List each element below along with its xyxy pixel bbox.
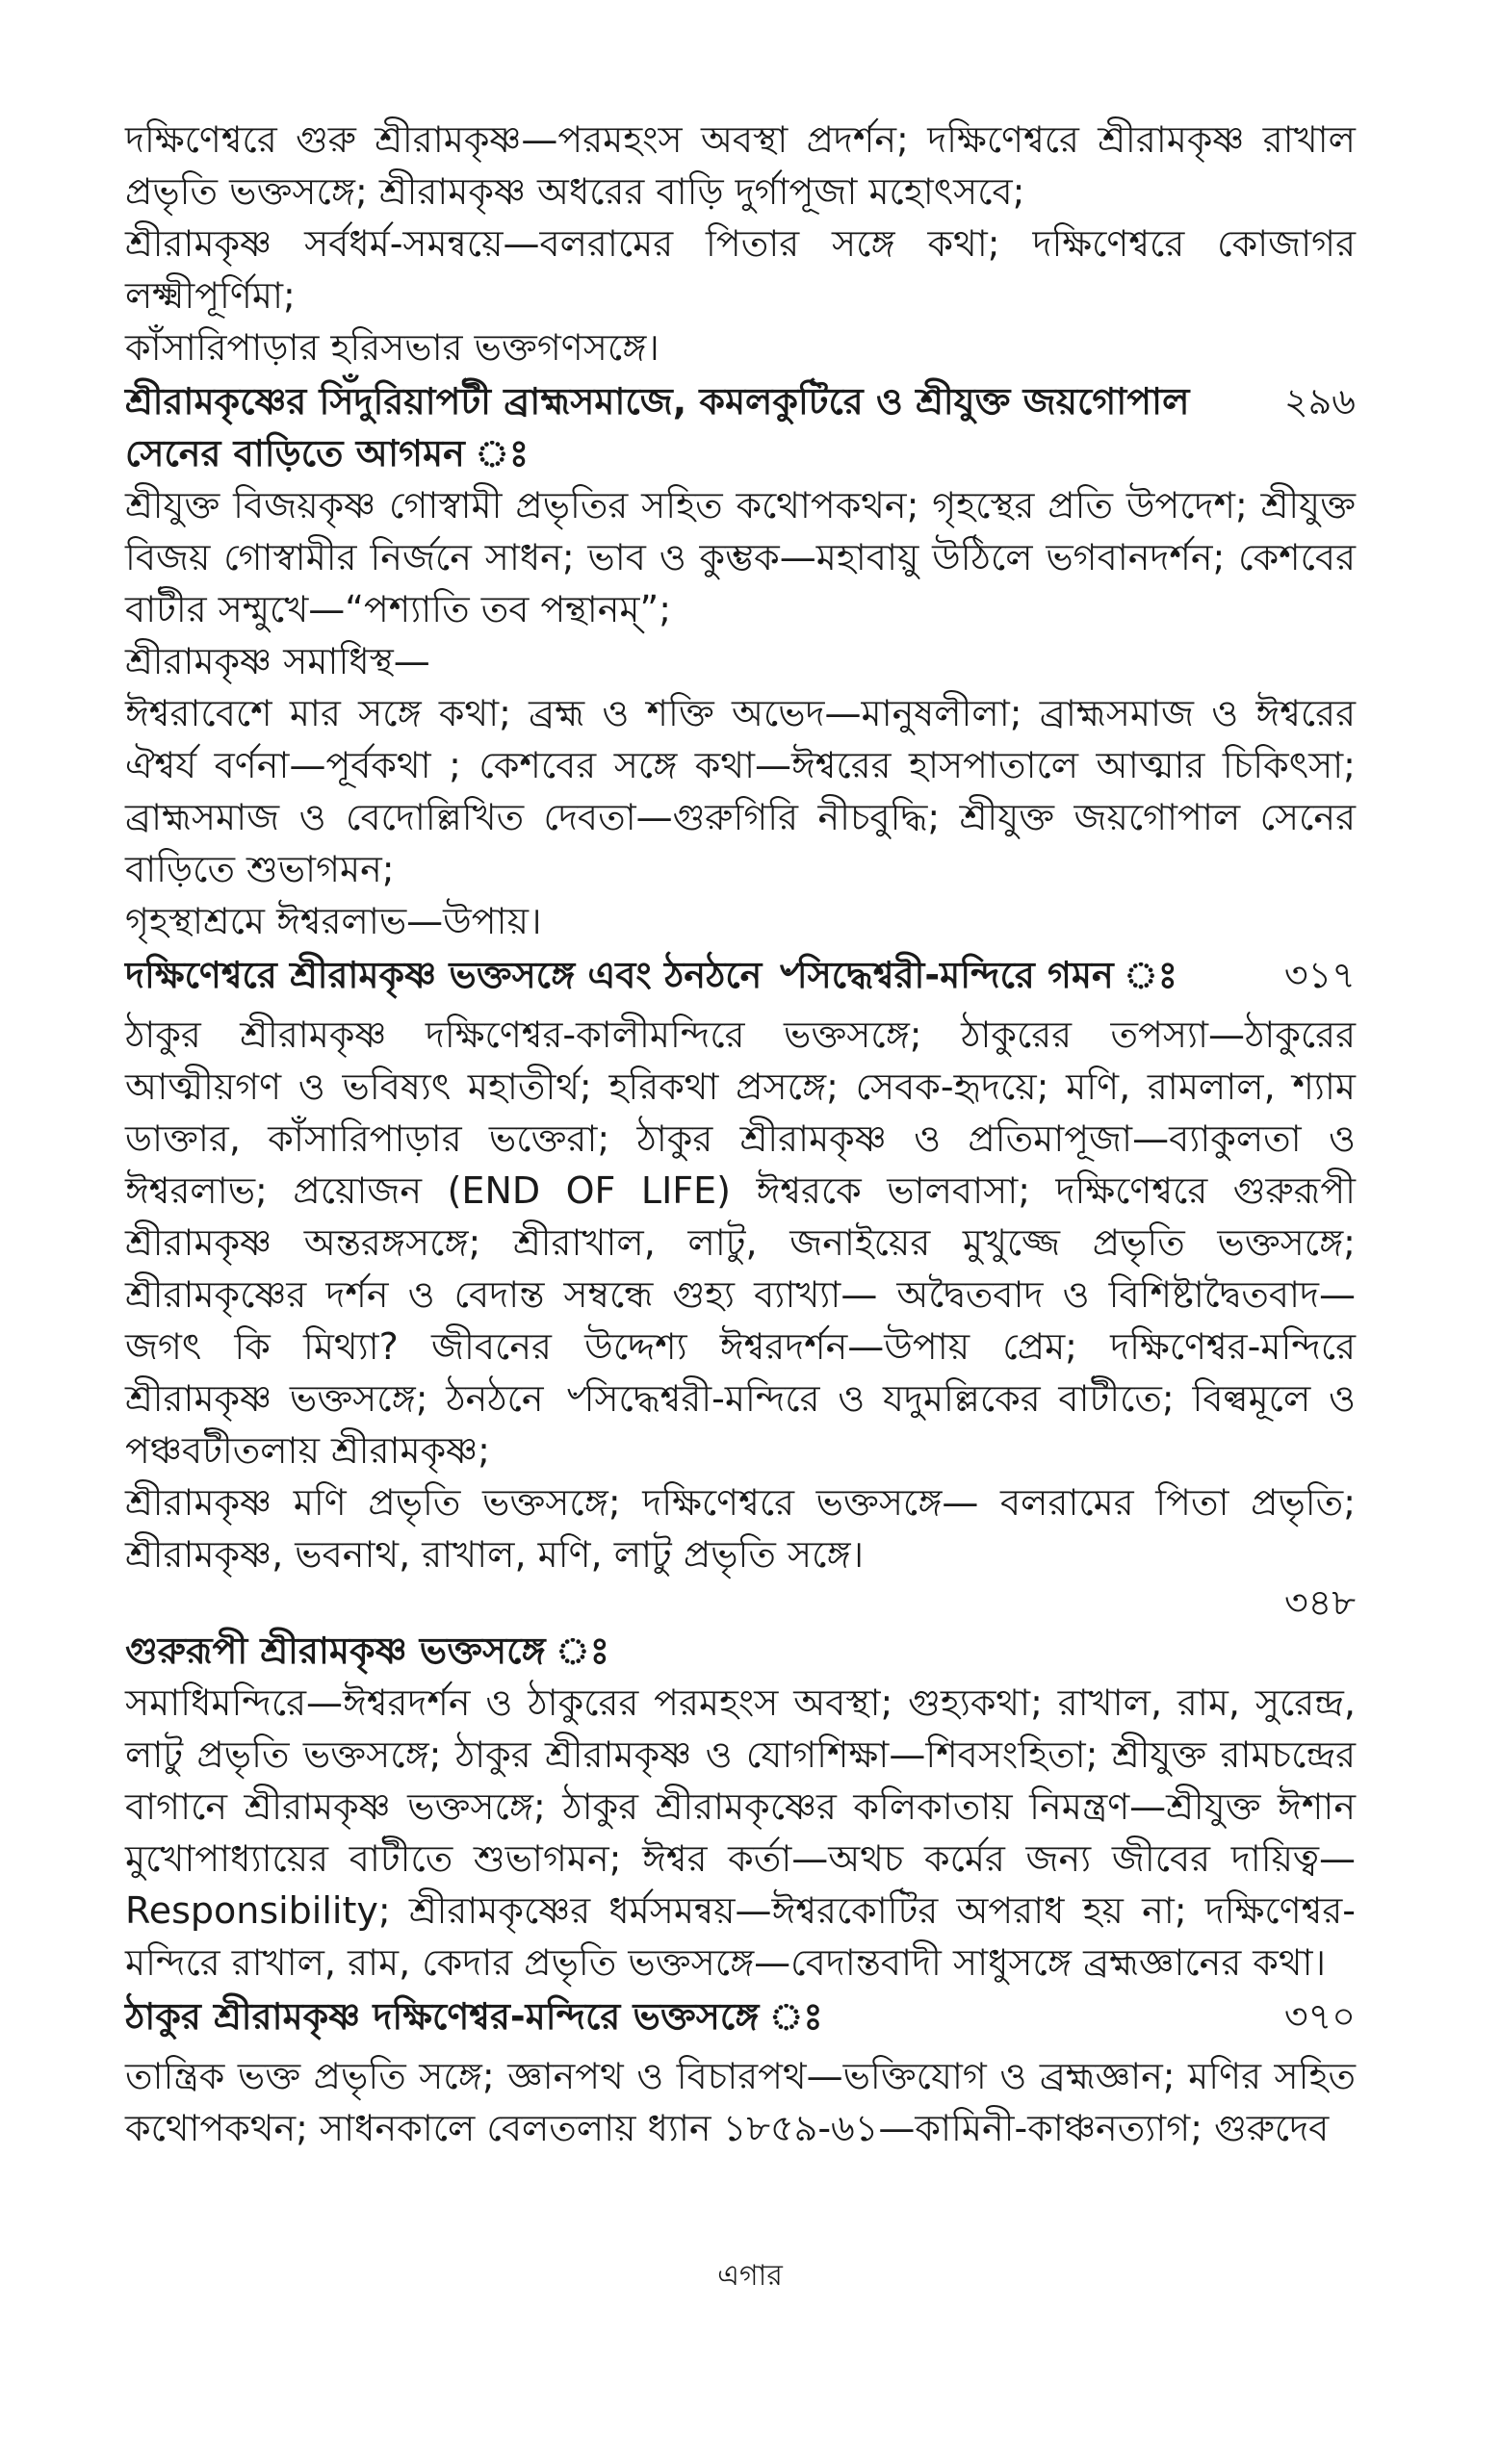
page-number: ৩৭০ xyxy=(1283,1995,1356,2038)
section-3 xyxy=(125,947,1356,1580)
entry-text: কাঁসারিপাড়ার হরিসভার ভক্তগণসঙ্গে। xyxy=(125,326,659,369)
entry-text: ঈশ্বরাবেশে মার সঙ্গে কথা; ব্রহ্ম ও শক্তি অভেদ—মানুষলীলা; ব্রাহ্মসমাজ ও ঈশ্বরের ঐশ্বর্য বর্ণনা—পূর্বকথা ; কেশবের সঙ্গে কথা—ঈশ্বরের হাসপাতালে আত্মার চিকিৎসা; ব্রাহ্মসমাজ ও বেদোল্লিখিত দেবতা—গুরুগিরি নীচবুদ্ধি; শ্রীযুক্ত জয়গোপাল সেনের বাড়িতে শুভাগমন; xyxy=(125,692,1356,890)
chapter-heading: শ্রীরামকৃষ্ণের সিঁদুরিয়াপটী ব্রাহ্মসমাজে, কমলকুটিরে ও শ্রীযুক্ত জয়গোপাল সেনের বাড়িতে আগমন ঃ xyxy=(125,380,1190,475)
section-1 xyxy=(125,114,1356,373)
entry-text: শ্রীরামকৃষ্ণ সমাধিস্থ— xyxy=(125,640,430,682)
section-2 xyxy=(125,373,1356,947)
chapter-heading: ঠাকুর শ্রীরামকৃষ্ণ দক্ষিণেশ্বর-মন্দিরে ভক্তসঙ্গে ঃ xyxy=(125,1995,823,2038)
section-4 xyxy=(125,1580,1356,1989)
page-number: ৩১৭ xyxy=(1283,954,1356,996)
entry-text: তান্ত্রিক ভক্ত প্রভৃতি সঙ্গে; জ্ঞানপথ ও বিচারপথ—ভক্তিযোগ ও ব্রহ্মজ্ঞান; মণির সহিত কথোপকথন; সাধনকালে বেলতলায় ধ্যান ১৮৫৯-৬১—কামিনী-কাঞ্চনত্যাগ; গুরুদেব xyxy=(125,2055,1356,2149)
entry-text: গৃহস্থাশ্রমে ঈশ্বরলাভ—উপায়। xyxy=(125,900,542,942)
page-number: ২৯৬ xyxy=(1283,380,1356,423)
entry-text: ঠাকুর শ্রীরামকৃষ্ণ দক্ষিণেশ্বর-কালীমন্দিরে ভক্তসঙ্গে; ঠাকুরের তপস্যা—ঠাকুরের আত্মীয়গণ ও ভবিষ্যৎ মহাতীর্থ; হরিকথা প্রসঙ্গে; সেবক-হৃদয়ে; মণি, রামলাল, শ্যাম ডাক্তার, কাঁসারিপাড়ার ভক্তেরা; ঠাকুর শ্রীরামকৃষ্ণ ও প্রতিমাপূজা—ব্যাকুলতা ও ঈশ্বরলাভ; প্রয়োজন (END OF LIFE) ঈশ্বরকে ভালবাসা; দক্ষিণেশ্বরে গুরুরূপী শ্রীরামকৃষ্ণ অন্তরঙ্গসঙ্গে; শ্রীরাখাল, লাটু, জনাইয়ের মুখুজ্জে প্রভৃতি ভক্তসঙ্গে; শ্রীরামকৃষ্ণের দর্শন ও বেদান্ত সম্বন্ধে গুহ্য ব্যাখ্যা— অদ্বৈতবাদ ও বিশিষ্টাদ্বৈতবাদ—জগৎ কি মিথ্যা? জীবনের উদ্দেশ্য ঈশ্বরদর্শন—উপায় প্রেম; দক্ষিণেশ্বর-মন্দিরে শ্রীরামকৃষ্ণ ভক্তসঙ্গে; ঠনঠনে ৺সিদ্ধেশ্বরী-মন্দিরে ও যদুমল্লিকের বাটীতে; বিল্বমূলে ও পঞ্চবটীতলায় শ্রীরামকৃষ্ণ; xyxy=(125,1014,1356,1472)
entry-text: শ্রীযুক্ত বিজয়কৃষ্ণ গোস্বামী প্রভৃতির সহিত কথোপকথন; গৃহস্থের প্রতি উপদেশ; শ্রীযুক্ত বিজয় গোস্বামীর নির্জনে সাধন; ভাব ও কুম্ভক—মহাবায়ু উঠিলে ভগবানদর্শন; কেশবের বাটীর সম্মুখে—“পশ্যাতি তব পন্থানম্”; xyxy=(125,484,1356,630)
section-5 xyxy=(125,1989,1356,2154)
page-footer: এগার xyxy=(717,2259,783,2293)
chapter-heading-row xyxy=(125,1989,1356,2050)
entry-text: সমাধিমন্দিরে—ঈশ্বরদর্শন ও ঠাকুরের পরমহংস অবস্থা; গুহ্যকথা; রাখাল, রাম, সুরেন্দ্র, লাটু প্রভৃতি ভক্তসঙ্গে; ঠাকুর শ্রীরামকৃষ্ণ ও যোগশিক্ষা—শিবসংহিতা; শ্রীযুক্ত রামচন্দ্রের বাগানে শ্রীরামকৃষ্ণ ভক্তসঙ্গে; ঠাকুর শ্রীরামকৃষ্ণের কলিকাতায় নিমন্ত্রণ—শ্রীযুক্ত ঈশান মুখোপাধ্যায়ের বাটীতে শুভাগমন; ঈশ্বর কর্তা—অথচ কর্মের জন্য জীবের দায়িত্ব— Responsibility; শ্রীরামকৃষ্ণের ধর্মসমন্বয়—ঈশ্বরকোটির অপরাধ হয় না; দক্ষিণেশ্বর-মন্দিরে রাখাল, রাম, কেদার প্রভৃতি ভক্তসঙ্গে—বেদান্তবাদী সাধুসঙ্গে ব্রহ্মজ্ঞানের কথা। xyxy=(125,1681,1356,1984)
chapter-heading: দক্ষিণেশ্বরে শ্রীরামকৃষ্ণ ভক্তসঙ্গে এবং ঠনঠনে ৺সিদ্ধেশ্বরী-মন্দিরে গমন ঃ xyxy=(125,954,1178,996)
page-number: ৩৪৮ xyxy=(1283,1581,1356,1624)
entry-text: শ্রীরামকৃষ্ণ সর্বধর্ম-সমন্বয়ে—বলরামের পিতার সঙ্গে কথা; দক্ষিণেশ্বরে কোজাগর লক্ষ্মীপূর্ণিমা; xyxy=(125,222,1356,317)
chapter-heading: গুরুরূপী শ্রীরামকৃষ্ণ ভক্তসঙ্গে ঃ xyxy=(125,1630,609,1672)
entry-text: শ্রীরামকৃষ্ণ মণি প্রভৃতি ভক্তসঙ্গে; দক্ষিণেশ্বরে ভক্তসঙ্গে— বলরামের পিতা প্রভৃতি; শ্রীরামকৃষ্ণ, ভবনাথ, রাখাল, মণি, লাটু প্রভৃতি সঙ্গে। xyxy=(125,1481,1356,1576)
chapter-heading-row xyxy=(125,373,1356,479)
chapter-heading-row xyxy=(125,947,1356,1009)
entry-text: দক্ষিণেশ্বরে গুরু শ্রীরামকৃষ্ণ—পরমহংস অবস্থা প্রদর্শন; দক্ষিণেশ্বরে শ্রীরামকৃষ্ণ রাখাল প্রভৃতি ভক্তসঙ্গে; শ্রীরামকৃষ্ণ অধরের বাড়ি দুর্গাপূজা মহোৎসবে; xyxy=(125,118,1356,213)
